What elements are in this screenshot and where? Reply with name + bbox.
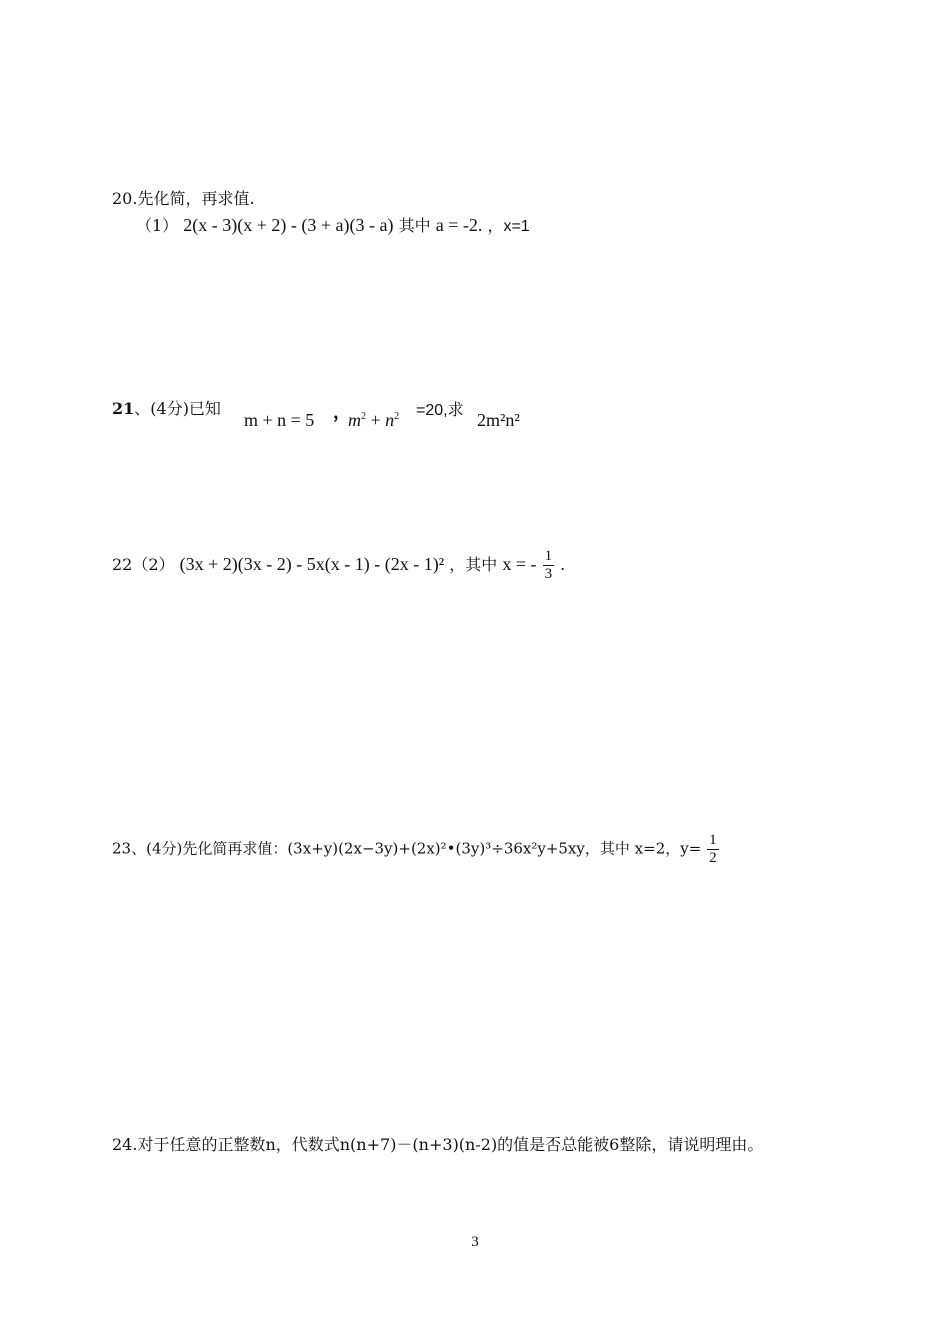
question-22 bbox=[112, 548, 565, 583]
end-period: . bbox=[560, 555, 566, 574]
fraction-numerator: 1 bbox=[709, 832, 717, 848]
question-23 bbox=[112, 832, 720, 867]
question-21-tail: =20,求 bbox=[416, 402, 464, 419]
question-21 bbox=[112, 396, 221, 419]
separator: ， bbox=[333, 402, 351, 423]
question-24: 24.对于任意的正整数n，代数式n(n+7)－(n+3)(n-2)的值是否总能被6整除，请说明理由。 bbox=[112, 1135, 764, 1154]
fraction-denominator: 2 bbox=[709, 850, 717, 866]
fraction-one-third bbox=[543, 548, 555, 583]
fraction-denominator: 3 bbox=[544, 566, 553, 582]
condition-m-plus-n: m + n = 5 bbox=[244, 410, 315, 430]
condition-x: x = - bbox=[502, 554, 537, 574]
target-expression: 2m²n² bbox=[477, 410, 520, 430]
condition-squares: $m^2 + n^2$ bbox=[348, 410, 400, 430]
fraction-numerator: 1 bbox=[544, 548, 553, 564]
fraction-one-half bbox=[707, 832, 719, 867]
condition-x: ，x=1 bbox=[487, 218, 530, 235]
page-number: 3 bbox=[471, 1234, 479, 1250]
condition-prefix: ，其中 bbox=[449, 555, 498, 574]
expression-20: 2(x - 3)(x + 2) - (3 + a)(3 - a) bbox=[183, 215, 394, 235]
expression-22: (3x + 2)(3x - 2) - 5x(x - 1) - (2x - 1)² bbox=[179, 554, 445, 574]
question-21-number: 21 bbox=[112, 399, 135, 418]
question-20-title: 20.先化简，再求值. bbox=[112, 189, 255, 208]
question-22-label: 22（2） bbox=[112, 555, 175, 574]
condition-a: a = -2. bbox=[435, 215, 483, 235]
question-23-text: 23、(4分)先化简再求值：(3x+y)(2x−3y)+(2x)²•(3y)³÷36x²y+5xy，其中 x=2，y= bbox=[112, 839, 702, 858]
condition-prefix: 其中 bbox=[398, 216, 431, 235]
question-20-part-1 bbox=[136, 213, 530, 236]
part-label: （1） bbox=[136, 216, 179, 235]
question-21-prefix: 、(4分)已知 bbox=[134, 399, 221, 418]
